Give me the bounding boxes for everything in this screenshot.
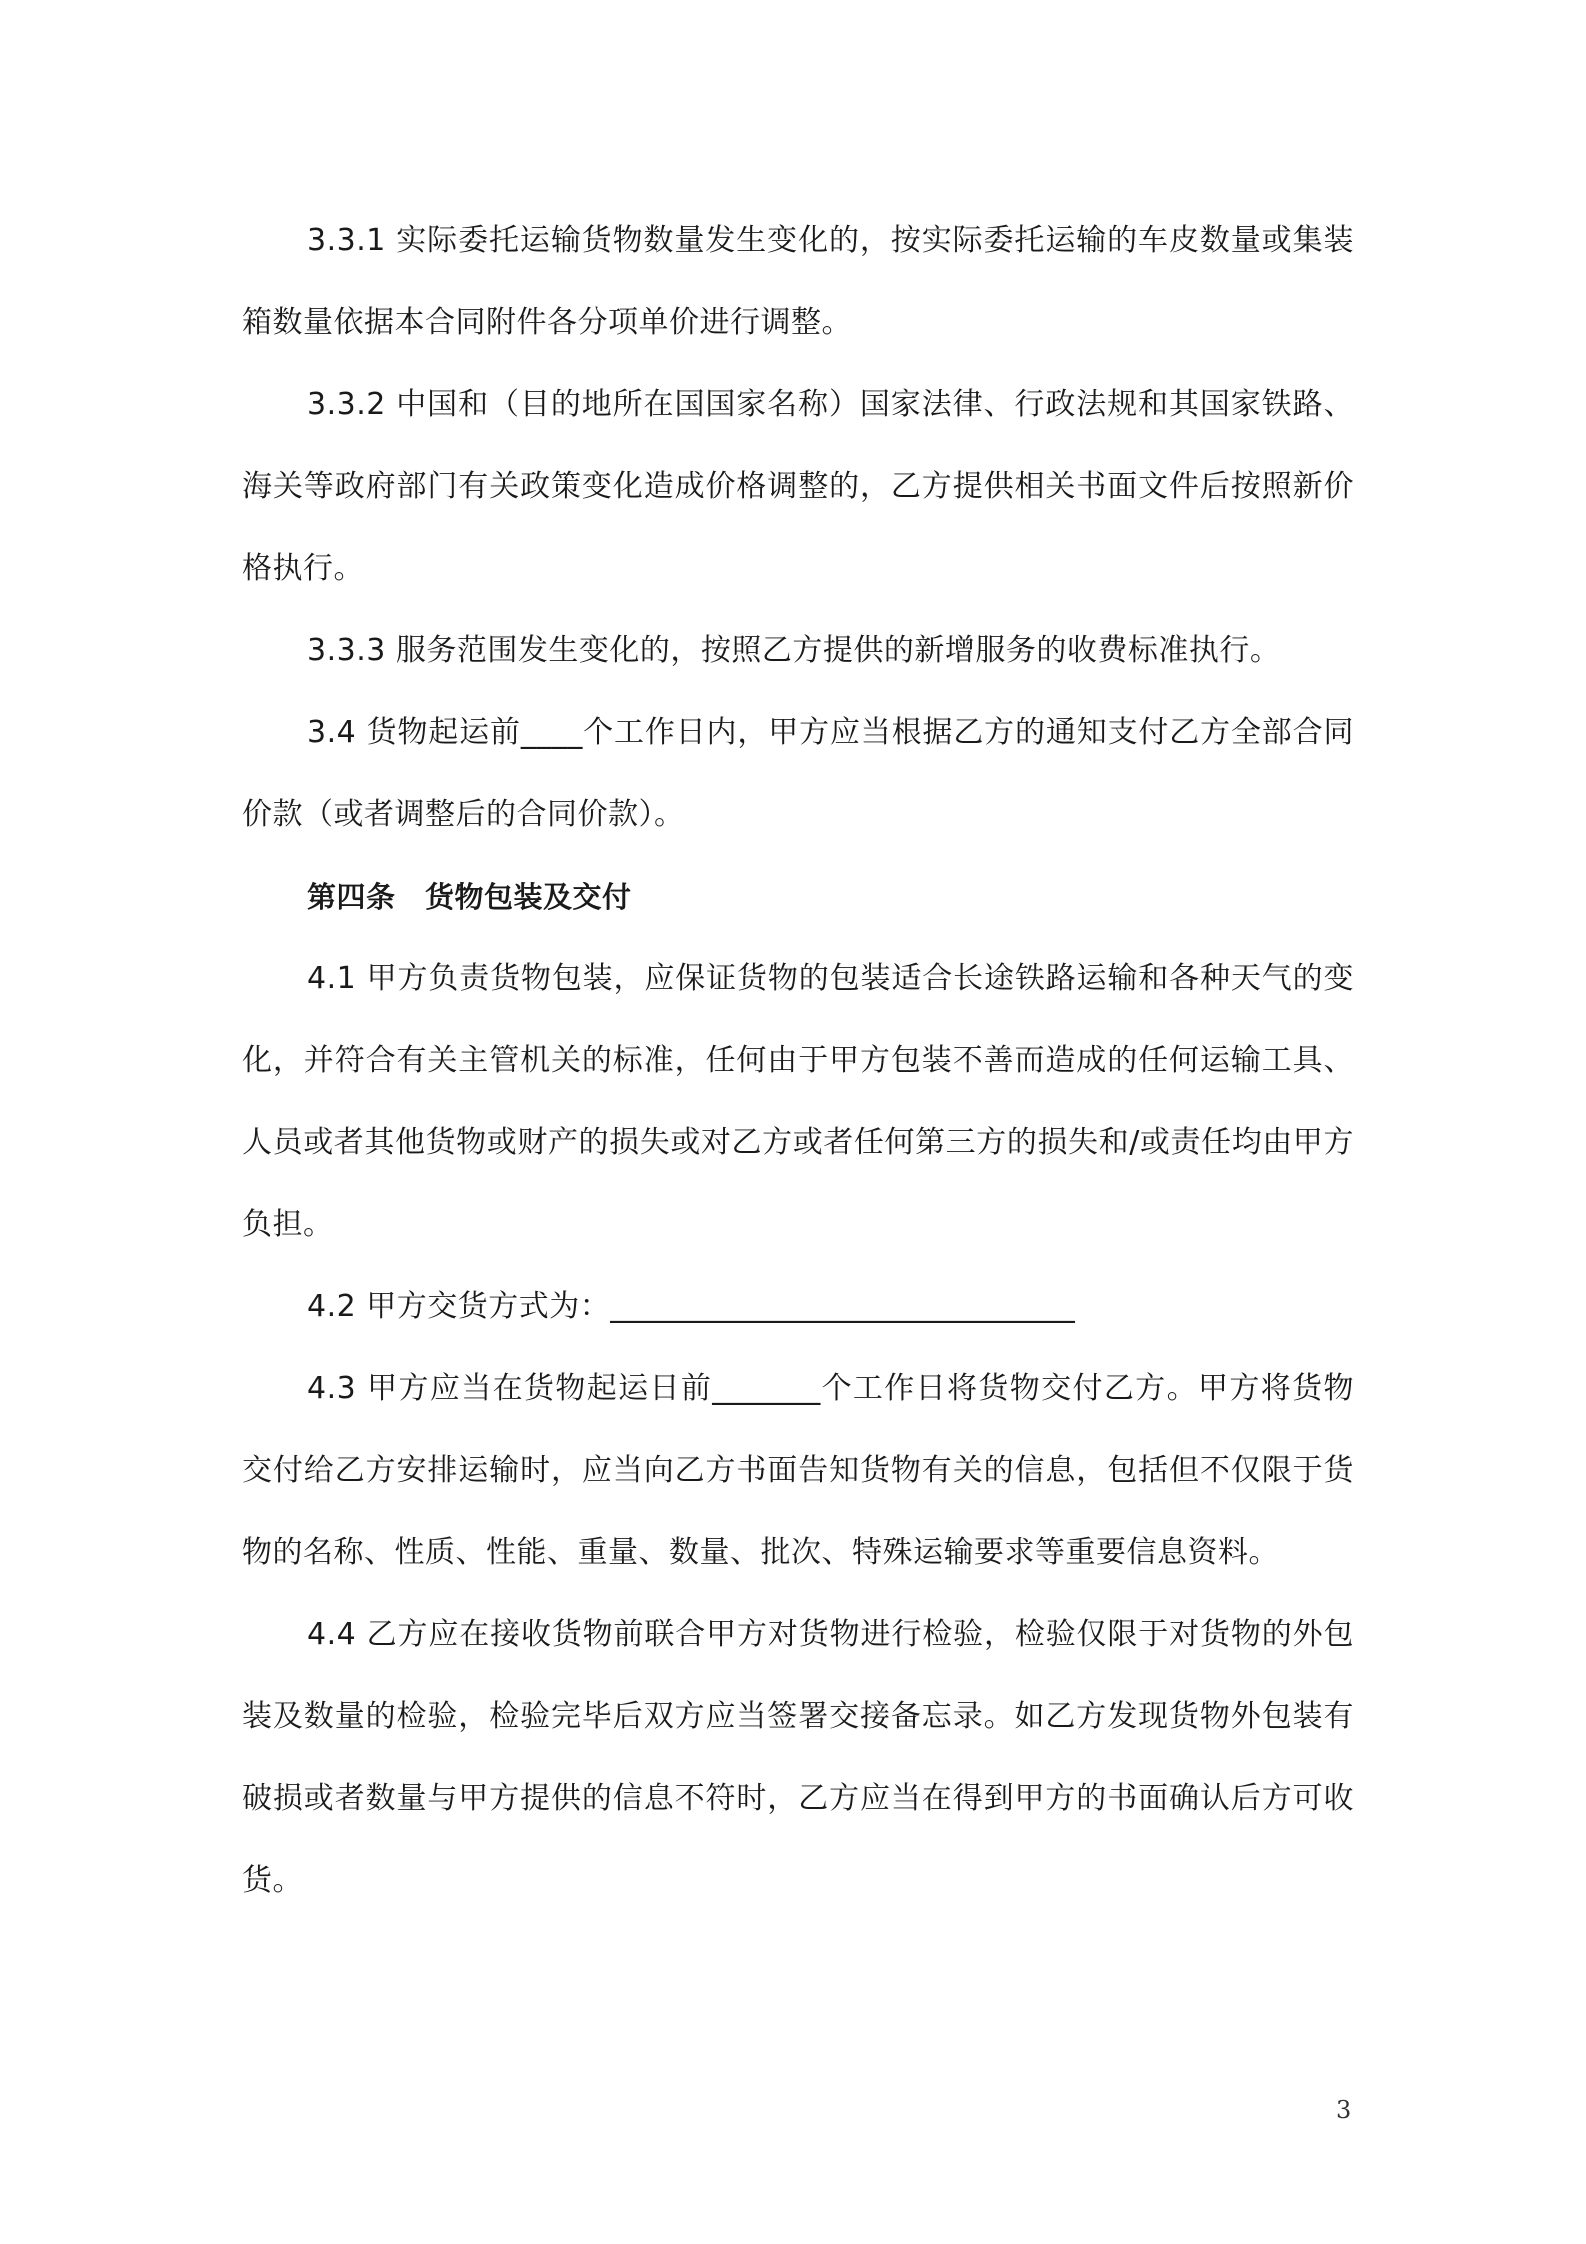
clause-3-3-2: 3.3.2 中国和（目的地所在国国家名称）国家法律、行政法规和其国家铁路、海关等政府部门有关政策变化造成价格调整的，乙方提供相关书面文件后按照新价格执行。	[242, 387, 1354, 586]
clause-4-4: 4.4 乙方应在接收货物前联合甲方对货物进行检验，检验仅限于对货物的外包装及数量的检验，检验完毕后双方应当签署交接备忘录。如乙方发现货物外包装有破损或者数量与甲方提供的信息不符时，乙方应当在得到甲方的书面确认后方可收货。	[242, 1617, 1354, 1898]
document-body	[242, 200, 1354, 1922]
page-number: 3	[1336, 2096, 1352, 2124]
clause-4-2: 4.2 甲方交货方式为：______________________________	[307, 1289, 1076, 1324]
clause-3-4: 3.4 货物起运前____个工作日内，甲方应当根据乙方的通知支付乙方全部合同价款（或者调整后的合同价款）。	[242, 715, 1354, 832]
clause-4-3: 4.3 甲方应当在货物起运日前_______个工作日将货物交付乙方。甲方将货物交付给乙方安排运输时，应当向乙方书面告知货物有关的信息，包括但不仅限于货物的名称、性质、性能、重量、数量、批次、特殊运输要求等重要信息资料。	[242, 1371, 1354, 1570]
clause-3-3-1: 3.3.1 实际委托运输货物数量发生变化的，按实际委托运输的车皮数量或集装箱数量依据本合同附件各分项单价进行调整。	[242, 223, 1354, 340]
clause-4-1: 4.1 甲方负责货物包装，应保证货物的包装适合长途铁路运输和各种天气的变化，并符合有关主管机关的标准，任何由于甲方包装不善而造成的任何运输工具、人员或者其他货物或财产的损失或对乙方或者任何第三方的损失和/或责任均由甲方负担。	[242, 961, 1354, 1242]
article-4-heading: 第四条 货物包装及交付	[307, 880, 632, 914]
clause-3-3-3: 3.3.3 服务范围发生变化的，按照乙方提供的新增服务的收费标准执行。	[307, 633, 1281, 668]
